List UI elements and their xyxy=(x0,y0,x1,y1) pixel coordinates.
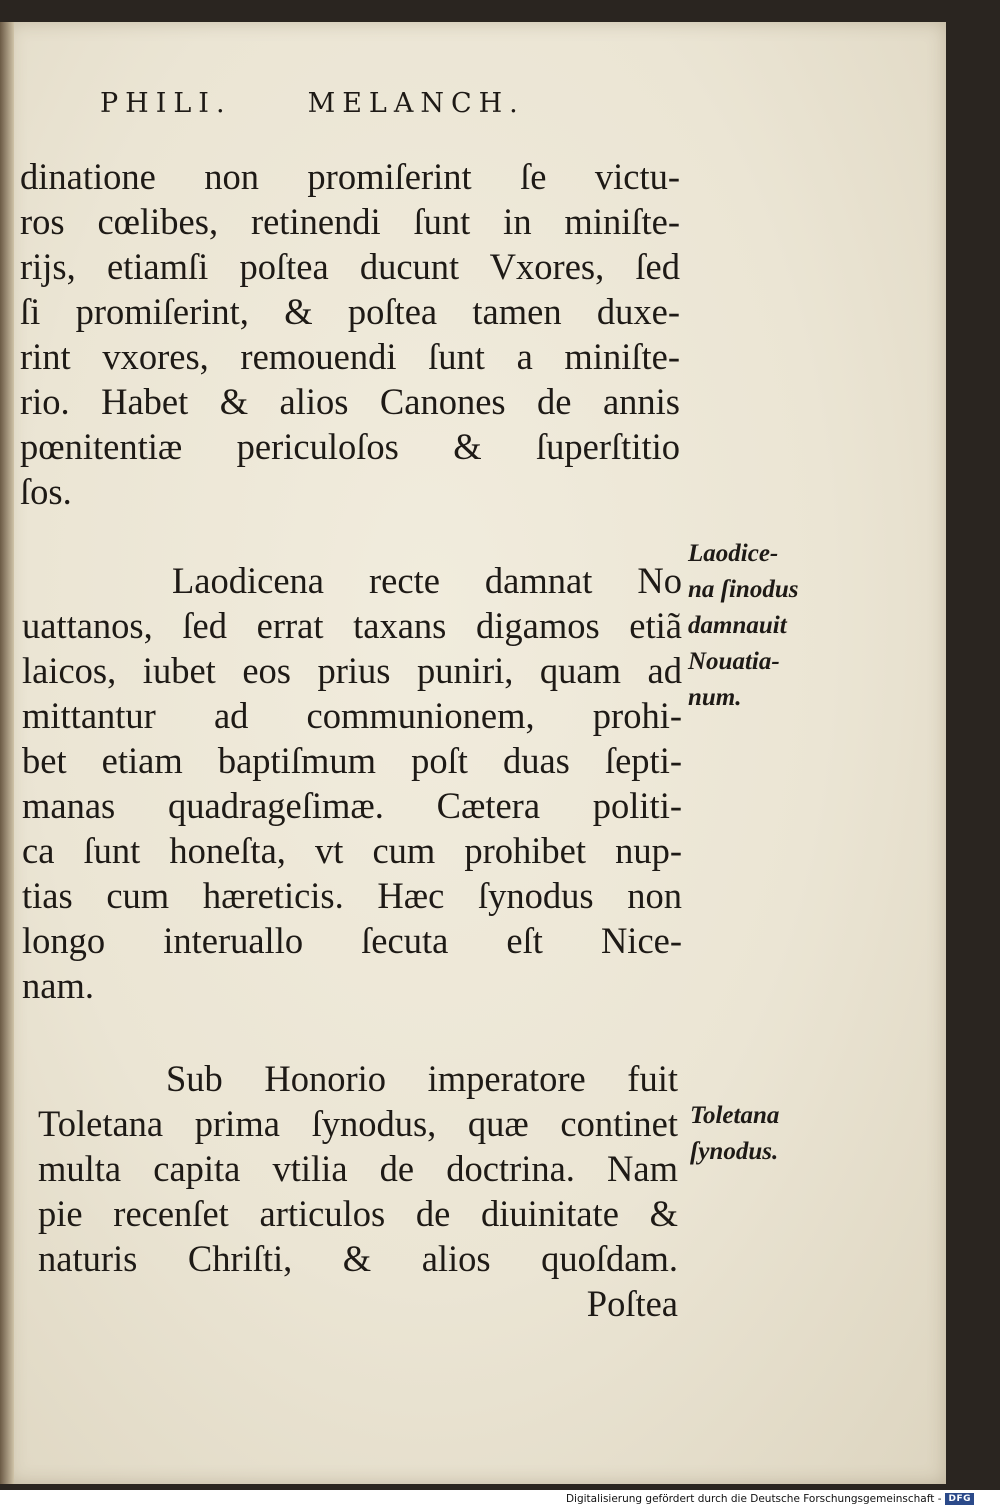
text-line: pie recenſet articulos de diuinitate & xyxy=(38,1193,678,1234)
text-line: pœnitentiæ periculoſos & ſuperſtitio xyxy=(20,426,680,467)
paragraph-3 xyxy=(38,1056,678,1326)
text-line: rio. Habet & alios Canones de annis xyxy=(20,381,680,422)
text-line: ſi promiſerint, & poſtea tamen duxe- xyxy=(20,291,680,332)
running-header xyxy=(100,88,525,119)
margin-note-laodicena xyxy=(688,536,798,716)
dfg-logo-icon: DFG xyxy=(945,1493,974,1505)
margin-note-toletana xyxy=(690,1098,779,1170)
catchword: Poſtea xyxy=(586,1283,678,1324)
paragraph-2 xyxy=(22,558,682,1008)
margin-note-line: Toletana xyxy=(690,1102,780,1129)
text-line: ſos. xyxy=(20,471,72,512)
header-left: PHILI. xyxy=(100,88,232,119)
margin-note-line: damnauit xyxy=(688,612,787,639)
text-line: naturis Chriſti, & alios quoſdam. xyxy=(38,1238,678,1279)
margin-note-line: Laodice- xyxy=(688,540,779,567)
header-right: MELANCH. xyxy=(307,88,525,119)
text-line: manas quadrageſimæ. Cætera politi- xyxy=(22,785,682,826)
text-line: longo interuallo ſecuta eſt Nice- xyxy=(22,920,682,961)
text-line: dinatione non promiſerint ſe victu- xyxy=(20,156,680,197)
margin-note-line: na ſinodus xyxy=(688,576,799,603)
text-line: multa capita vtilia de doctrina. Nam xyxy=(38,1148,678,1189)
text-line: nam. xyxy=(22,965,94,1006)
text-line: rijs, etiamſi poſtea ducunt Vxores, ſed xyxy=(20,246,680,287)
text-line: Sub Honorio imperatore fuit xyxy=(166,1058,678,1099)
text-line: Laodicena recte damnat No xyxy=(172,560,682,601)
text-line: uattanos, ſed errat taxans digamos etiã xyxy=(22,605,682,646)
margin-note-line: Nouatia- xyxy=(688,648,780,675)
text-line: ca ſunt honeſta, vt cum prohibet nup- xyxy=(22,830,682,871)
margin-note-line: ſynodus. xyxy=(690,1138,779,1165)
text-line: ros cœlibes, retinendi ſunt in miniſte- xyxy=(20,201,680,242)
margin-note-line: num. xyxy=(688,684,742,711)
text-line: laicos, iubet eos prius puniri, quam ad xyxy=(22,650,682,691)
text-line: rint vxores, remouendi ſunt a miniſte- xyxy=(20,336,680,377)
page-binding-edge xyxy=(0,22,14,1484)
credit-text: Digitalisierung gefördert durch die Deutsche Forschungsgemeinschaft - xyxy=(565,1493,942,1505)
text-line: tias cum hæreticis. Hæc ſynodus non xyxy=(22,875,682,916)
paragraph-1 xyxy=(20,154,680,514)
text-line: Toletana prima ſynodus, quæ continet xyxy=(38,1103,678,1144)
digitization-credit xyxy=(566,1493,974,1505)
text-line: bet etiam baptiſmum poſt duas ſepti- xyxy=(22,740,682,781)
text-line: mittantur ad communionem, prohi- xyxy=(22,695,682,736)
